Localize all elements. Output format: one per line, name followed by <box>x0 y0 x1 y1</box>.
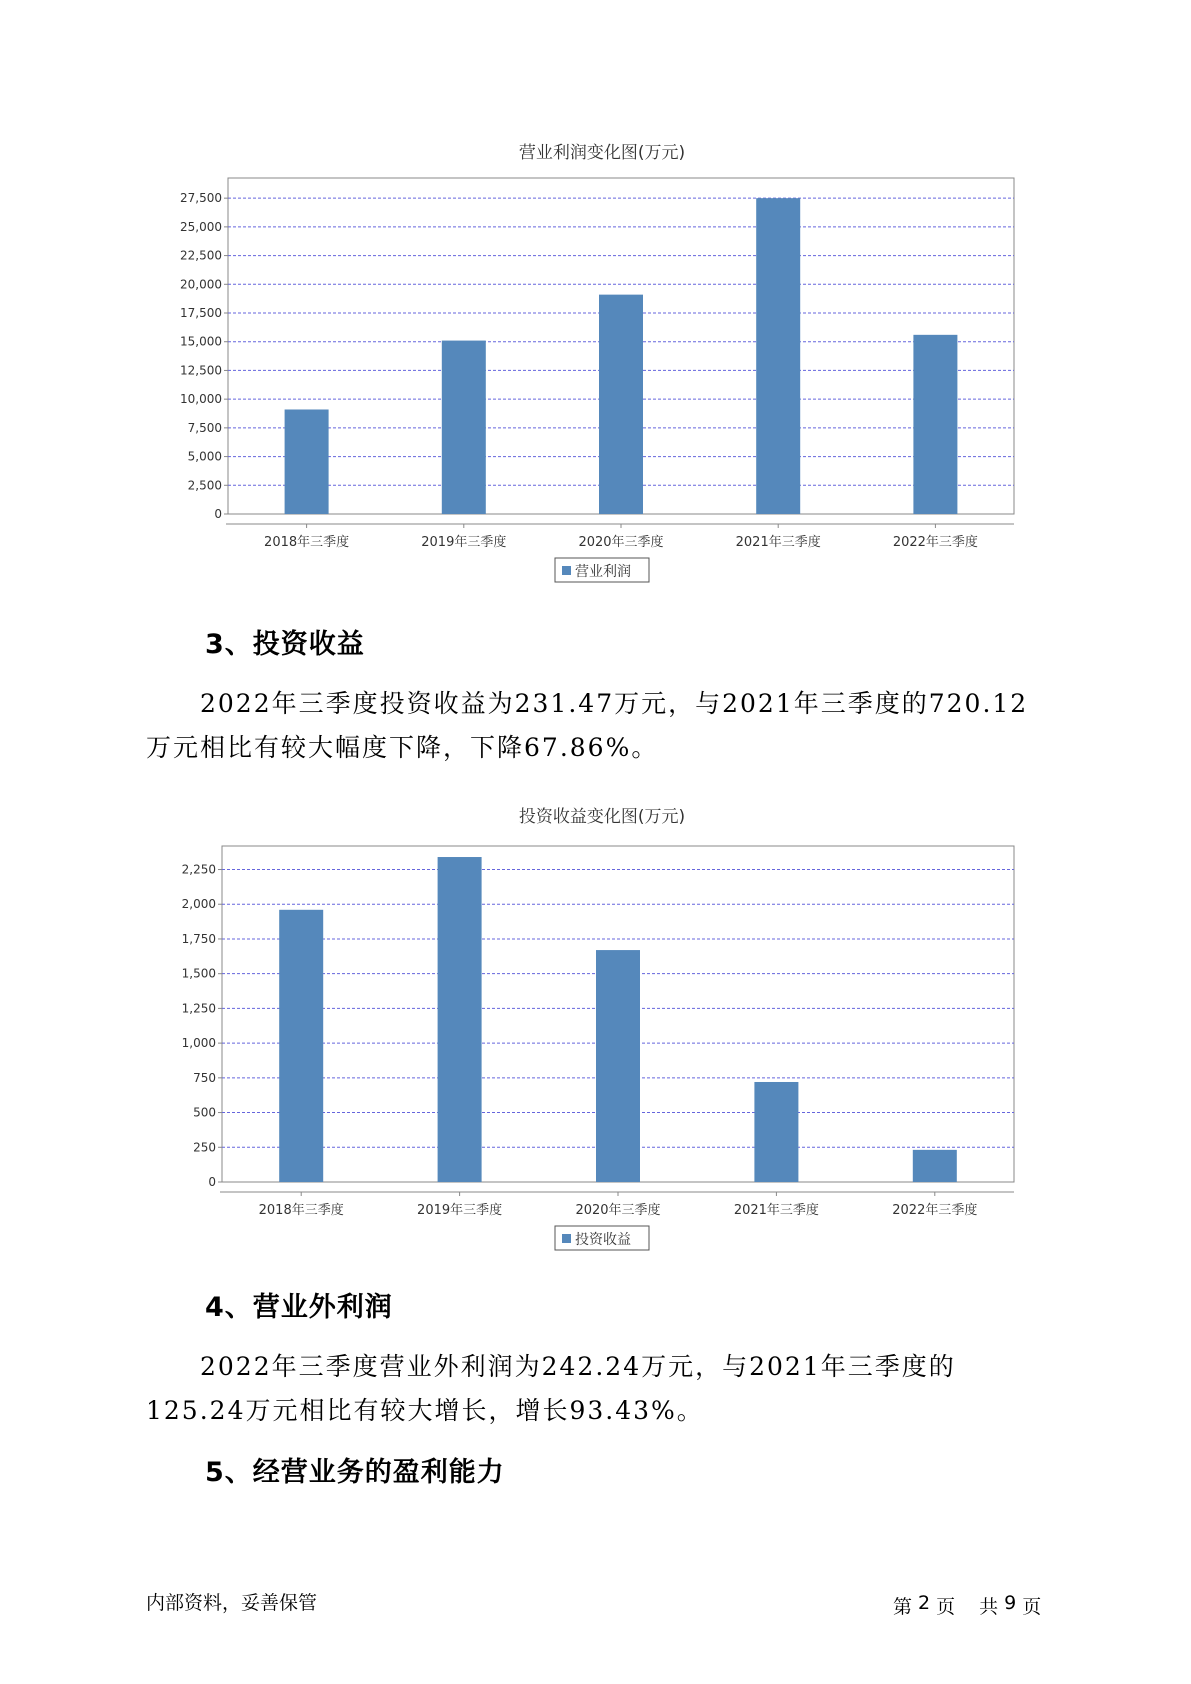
bar <box>279 910 323 1182</box>
x-tick-label: 2020年三季度 <box>575 1203 661 1218</box>
y-tick-label: 0 <box>208 1175 216 1189</box>
x-tick-label: 2018年三季度 <box>264 535 350 550</box>
y-tick-label: 500 <box>193 1105 216 1120</box>
operating-profit-chart-svg <box>0 130 1191 600</box>
bar <box>285 409 329 514</box>
footer-confidential-note: 内部资料，妥善保管 <box>146 1592 318 1614</box>
section-3-paragraph: 2022年三季度投资收益为231.47万元，与2021年三季度的720.12万元相比有较大幅度下降，下降67.86%。 <box>146 689 1029 762</box>
y-tick-label: 25,000 <box>180 219 222 234</box>
total-suffix: 页 <box>1022 1596 1042 1618</box>
legend-swatch <box>562 566 571 575</box>
y-tick-label: 7,500 <box>187 420 222 435</box>
section-3-heading: 3、投资收益 <box>205 629 365 660</box>
x-tick-label: 2019年三季度 <box>417 1203 503 1218</box>
y-tick-label: 17,500 <box>180 306 222 321</box>
bar <box>599 295 643 514</box>
x-tick-label: 2022年三季度 <box>892 1203 978 1218</box>
y-tick-label: 2,500 <box>187 478 222 493</box>
x-tick-label: 2021年三季度 <box>735 535 821 550</box>
y-tick-label: 1,000 <box>181 1036 216 1051</box>
y-tick-label: 1,750 <box>181 931 216 946</box>
y-tick-label: 2,250 <box>181 862 216 877</box>
y-tick-label: 2,000 <box>181 897 216 912</box>
bar <box>913 335 957 514</box>
bar <box>442 341 486 514</box>
y-tick-label: 20,000 <box>180 277 222 292</box>
y-tick-label: 0 <box>214 507 222 521</box>
y-tick-label: 1,500 <box>181 966 216 981</box>
y-tick-label: 250 <box>193 1140 216 1155</box>
y-tick-label: 5,000 <box>187 449 222 464</box>
y-tick-label: 22,500 <box>180 248 222 263</box>
section-4-heading: 4、营业外利润 <box>205 1292 393 1323</box>
legend-label: 营业利润 <box>575 564 631 580</box>
x-tick-label: 2020年三季度 <box>578 535 664 550</box>
x-tick-label: 2022年三季度 <box>892 535 978 550</box>
page-total: 9 <box>1004 1592 1017 1614</box>
page-prefix: 第 <box>893 1596 913 1618</box>
y-tick-label: 10,000 <box>180 392 222 407</box>
bar <box>913 1150 957 1182</box>
legend-swatch <box>562 1234 571 1243</box>
x-tick-label: 2021年三季度 <box>733 1203 819 1218</box>
y-tick-label: 750 <box>193 1070 216 1085</box>
page-mid: 页 <box>936 1596 956 1618</box>
bar <box>438 857 482 1182</box>
section-4-paragraph: 2022年三季度营业外利润为242.24万元，与2021年三季度的125.24万元相比有较大增长，增长93.43%。 <box>146 1352 956 1425</box>
chart-title: 营业利润变化图(万元) <box>518 143 686 163</box>
section-5-heading: 5、经营业务的盈利能力 <box>205 1457 505 1488</box>
bar <box>756 198 800 514</box>
chart-title: 投资收益变化图(万元) <box>518 807 686 827</box>
bar <box>596 950 640 1182</box>
investment-income-chart-svg <box>0 792 1191 1262</box>
y-tick-label: 15,000 <box>180 334 222 349</box>
x-tick-label: 2018年三季度 <box>258 1203 344 1218</box>
y-tick-label: 27,500 <box>180 191 222 206</box>
y-tick-label: 1,250 <box>181 1001 216 1016</box>
total-prefix: 共 <box>979 1596 999 1618</box>
legend-label: 投资收益 <box>575 1232 631 1248</box>
x-tick-label: 2019年三季度 <box>421 535 507 550</box>
y-tick-label: 12,500 <box>180 363 222 378</box>
footer-page-number <box>893 1592 1053 1619</box>
page-current: 2 <box>918 1592 931 1614</box>
operating-profit-chart <box>0 130 1191 600</box>
bar <box>754 1082 798 1182</box>
investment-income-chart <box>0 792 1191 1262</box>
